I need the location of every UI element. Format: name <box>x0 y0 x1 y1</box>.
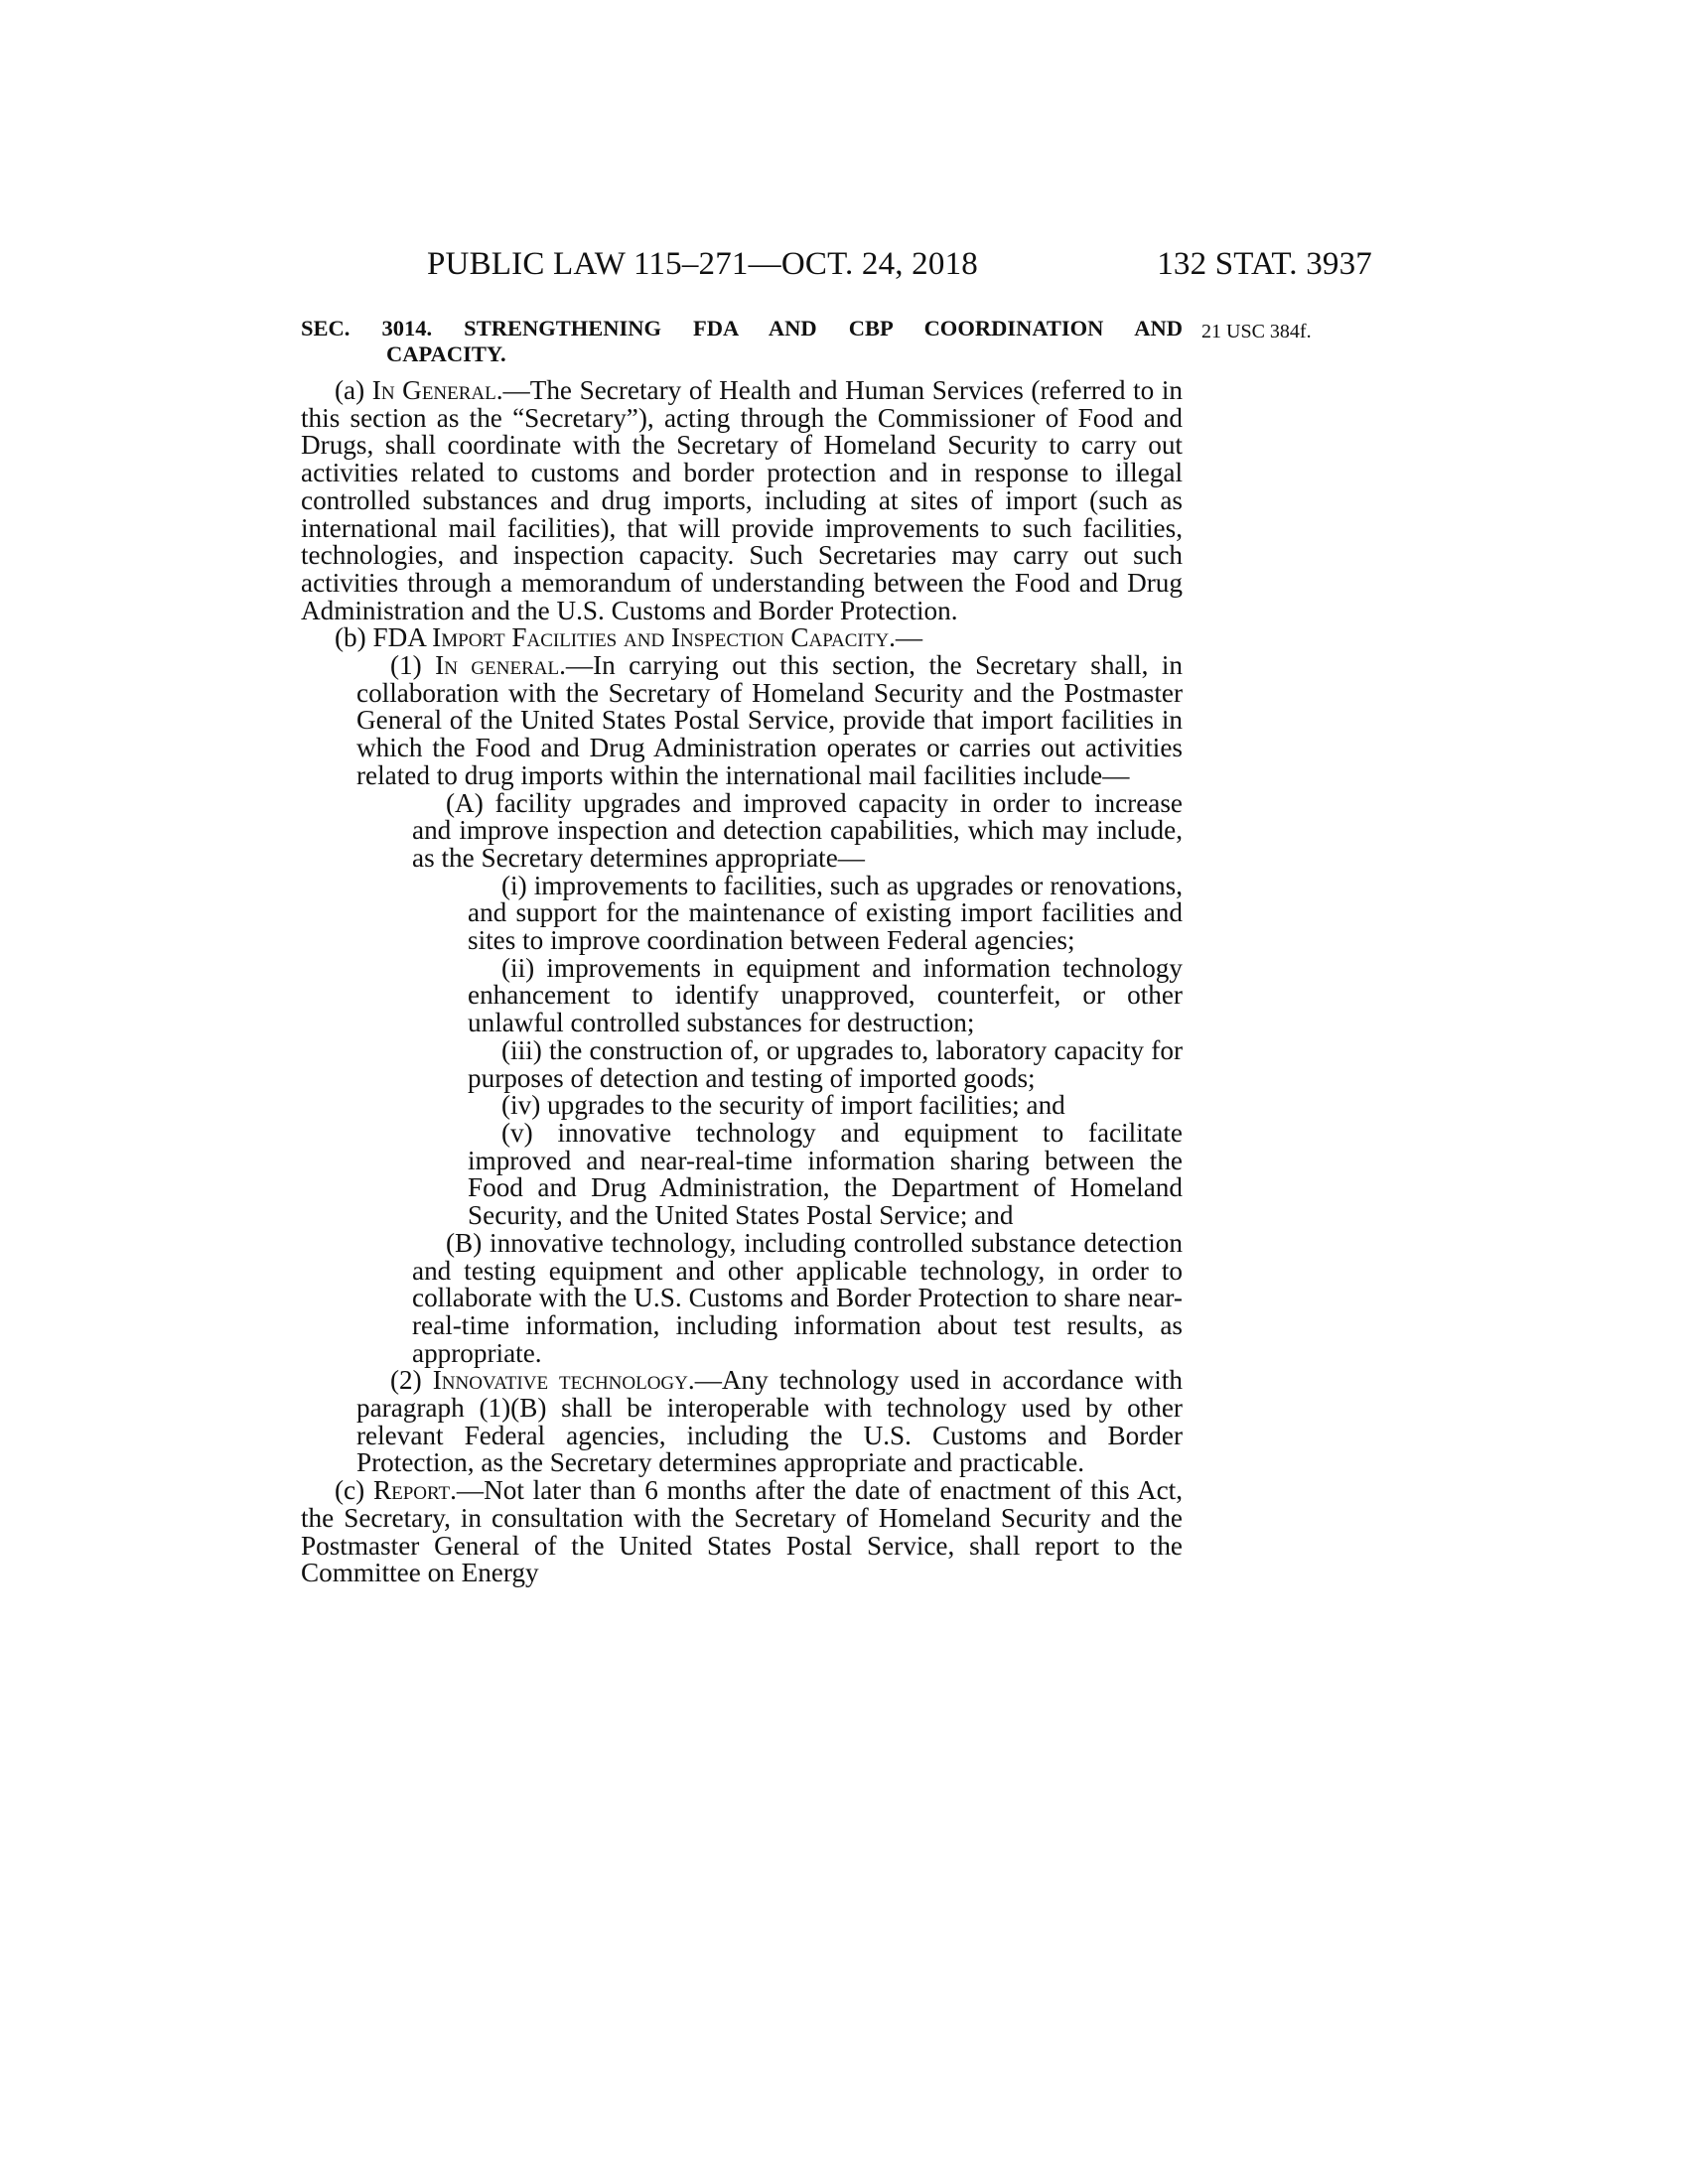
paragraph-b2-text: .—Any technology used in accordance with paragraph (1)(B) shall be interoperable with technology used by other relevant Federal agencies, including the U.S. Customs and Border Protection, as the Secretary determines appropriate and practicable. <box>356 1365 1184 1478</box>
clause-b1Av: (v) innovative technology and equipment to facilitate improved and near-real-time information sharing between the Food and Drug Administration, the Department of Homeland Security, and the United States Postal Service; and <box>468 1117 1183 1231</box>
subsection-c-caption: Report <box>372 1475 451 1506</box>
paragraph-b1-caption: In general <box>435 650 560 681</box>
paragraph-b1 <box>301 652 1183 790</box>
paragraph-b1-text: .—In carrying out this section, the Secretary shall, in collaboration with the Secretary of Homeland Security and the Postmaster General of the United States Postal Service, provide that import facilities in which the Food and Drug Administration operates or carries out activities related to drug imports within the international mail facilities include— <box>356 650 1184 790</box>
public-law-citation: PUBLIC LAW 115–271—OCT. 24, 2018 <box>427 246 978 282</box>
statute-page-number: 132 STAT. 3937 <box>1157 246 1372 282</box>
subsection-a <box>301 377 1183 624</box>
clause-b1Aiii: (iii) the construction of, or upgrades to, laboratory capacity for purposes of detection and testing of imported goods; <box>468 1034 1183 1093</box>
clause-b1Aii: (ii) improvements in equipment and information technology enhancement to identify unapproved, counterfeit, or other unlawful controlled substances for destruction; <box>468 952 1183 1038</box>
clause-b1Ai: (i) improvements to facilities, such as upgrades or renovations, and support for the maintenance of existing import facilities and sites to improve coordination between Federal agencies; <box>468 870 1183 956</box>
subparagraph-b1A: (A) facility upgrades and improved capacity in order to increase and improve inspection and detection capabilities, which may include, as the Secretary determines appropriate— <box>412 787 1183 873</box>
subsection-c-prefix: (c) <box>335 1475 373 1506</box>
usc-margin-note: 21 USC 384f. <box>1201 321 1312 342</box>
subsection-a-caption: In General <box>371 375 496 405</box>
subsection-b-text: .— <box>889 622 923 653</box>
paragraph-b2 <box>301 1367 1183 1477</box>
document-body <box>301 316 1183 1587</box>
subsection-a-prefix: (a) <box>335 375 372 405</box>
paragraph-b2-prefix: (2) <box>390 1365 433 1396</box>
subsection-b-prefix: (b) <box>335 622 373 653</box>
section-heading-line1: SEC. 3014. STRENGTHENING FDA AND CBP COORDINATION AND <box>301 316 1183 341</box>
section-heading-line2: CAPACITY. <box>386 341 506 366</box>
paragraph-b1-prefix: (1) <box>390 650 436 681</box>
running-head <box>427 246 1372 290</box>
paragraph-b2-caption: Innovative technology <box>432 1365 688 1396</box>
subsection-b-caption: FDA Import Facilities and Inspection Capacity <box>372 622 890 653</box>
subparagraph-b1B: (B) innovative technology, including controlled substance detection and testing equipment and other applicable technology, in order to collaborate with the U.S. Customs and Border Protection to share near-real-time information, including information about test results, as appropriate. <box>412 1227 1183 1368</box>
subsection-c-text: .—Not later than 6 months after the date of enactment of this Act, the Secretary, in consultation with the Secretary of Homeland Security and the Postmaster General of the United States Postal Service, shall report to the Committee on Energy <box>301 1475 1183 1588</box>
subsection-c <box>301 1477 1183 1587</box>
clause-b1Aiv: (iv) upgrades to the security of import facilities; and <box>501 1090 1065 1121</box>
section-heading <box>301 316 1183 367</box>
subsection-b <box>301 624 1183 652</box>
subsection-a-text: .—The Secretary of Health and Human Services (referred to in this section as the “Secretary”), acting through the Commissioner of Food and Drugs, shall coordinate with the Secretary of Homeland Security to carry out activities related to customs and border protection and in response to illegal controlled substances and drug imports, including at sites of import (such as international mail facilities), that will provide improvements to such facilities, technologies, and inspection capacity. Such Secretaries may carry out such activities through a memorandum of understanding between the Food and Drug Administration and the U.S. Customs and Border Protection. <box>301 375 1183 625</box>
